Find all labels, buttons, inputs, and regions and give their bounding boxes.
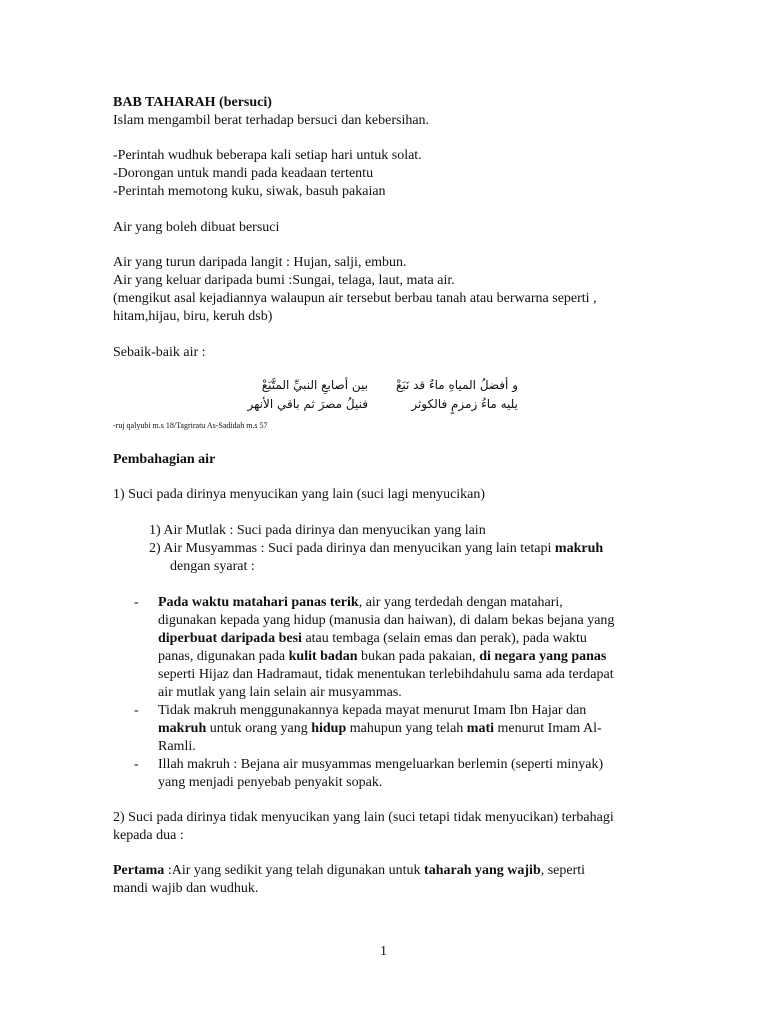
water-line: hitam,hijau, biru, keruh dsb) [113, 309, 273, 324]
arabic-verse-line1-right: و أفضلُ المياهِ ماءٌ قد نَبَعْ [395, 378, 518, 392]
best-water-label: Sebaik-baik air : [113, 345, 206, 360]
command-item: -Perintah memotong kuku, siwak, basuh pakaian [113, 184, 386, 199]
arabic-verse-line2-right: يليه ماءُ زمزمٍ فالكوثر [411, 397, 518, 411]
arabic-verse-line2-left: فنيلُ مصرَ ثم باقي الأنهر [247, 397, 368, 411]
water-line: (mengikut asal kejadiannya walaupun air tersebut berbau tanah atau berwarna seperti , [113, 291, 597, 306]
water-line: Air yang keluar daripada bumi :Sungai, telaga, laut, mata air. [113, 273, 455, 288]
first-category: Pertama :Air yang sedikit yang telah digunakan untuk taharah yang wajib, seperti [113, 863, 586, 878]
reference-note: -ruj qalyubi m.s 18/Tagriratu As-Sadidah m.s 57 [113, 421, 268, 430]
dash-bullet: - [134, 757, 139, 772]
condition-line: diperbuat daripada besi atau tembaga (selain emas dan perak), pada waktu [158, 631, 587, 646]
condition-line: air mutlak yang lain selain air musyammas. [158, 685, 402, 700]
condition-line: Pada waktu matahari panas terik, air yang terdedah dengan matahari, [158, 595, 563, 610]
condition-line: makruh untuk orang yang hidup mahupun yang telah mati menurut Imam Al- [158, 721, 602, 736]
arabic-verse-line1-left: بين أصابعِ النبيِّ المتَّبَعْ [261, 378, 368, 392]
dash-bullet: - [134, 703, 139, 718]
dash-bullet: - [134, 595, 139, 610]
section-heading: Pembahagian air [113, 452, 216, 467]
condition-line: panas, digunakan pada kulit badan bukan pada pakaian, di negara yang panas [158, 649, 607, 664]
numbered-item: 2) Air Musyammas : Suci pada dirinya dan menyucikan yang lain tetapi makruh [149, 541, 604, 556]
point-2-continuation: kepada dua : [113, 828, 184, 843]
command-item: -Dorongan untuk mandi pada keadaan tertentu [113, 166, 374, 181]
command-item: -Perintah wudhuk beberapa kali setiap hari untuk solat. [113, 148, 422, 163]
document-title: BAB TAHARAH (bersuci) [113, 95, 272, 110]
condition-line: Ramli. [158, 739, 196, 754]
water-line: Air yang turun daripada langit : Hujan, salji, embun. [113, 255, 407, 270]
condition-line: yang menjadi penyebab penyakit sopak. [158, 775, 383, 790]
condition-line: Tidak makruh menggunakannya kepada mayat menurut Imam Ibn Hajar dan [158, 703, 587, 718]
point-1: 1) Suci pada dirinya menyucikan yang lain (suci lagi menyucikan) [113, 487, 486, 502]
numbered-item-continuation: dengan syarat : [170, 559, 255, 574]
first-category-continuation: mandi wajib dan wudhuk. [113, 881, 259, 896]
page-number: 1 [380, 944, 387, 959]
condition-line: Illah makruh : Bejana air musyammas mengeluarkan berlemin (seperti minyak) [158, 757, 604, 772]
intro-text: Islam mengambil berat terhadap bersuci dan kebersihan. [113, 113, 430, 128]
condition-line: digunakan kepada yang hidup (manusia dan haiwan), di dalam bekas bejana yang [158, 613, 615, 628]
condition-line: seperti Hijaz dan Hadramaut, tidak menentukan terlebihdahulu sama ada terdapat [158, 667, 614, 682]
numbered-item: 1) Air Mutlak : Suci pada dirinya dan menyucikan yang lain [149, 523, 486, 538]
water-heading: Air yang boleh dibuat bersuci [113, 220, 280, 235]
point-2: 2) Suci pada dirinya tidak menyucikan yang lain (suci tetapi tidak menyucikan) terbahagi [113, 810, 614, 825]
